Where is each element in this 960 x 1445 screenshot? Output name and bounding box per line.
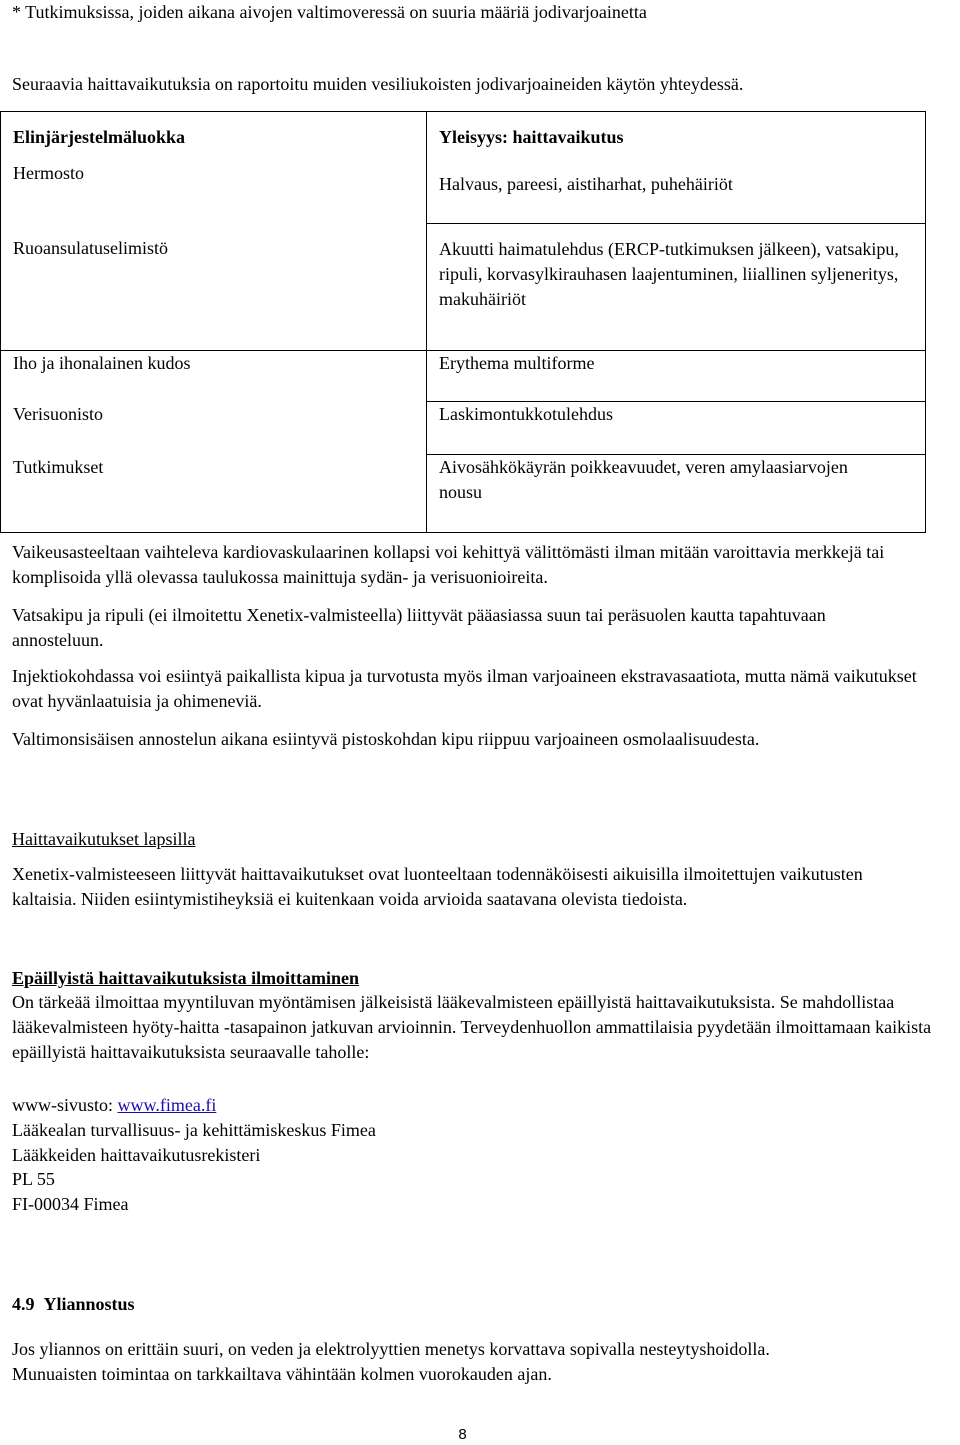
children-text: Xenetix-valmisteeseen liittyvät haittavaikutukset ovat luonteeltaan todennäköisesti aikuisilla ilmoitettujen vaikutusten kaltaisia. Niiden esiintymistiheyksiä ei kuitenkaan voida arvioida saatavana olevista tiedoista. [12, 864, 863, 909]
table-cell-right: Akuutti haimatulehdus (ERCP-tutkimuksen jälkeen), vatsakipu, ripuli, korvasylkirauhasen laajentuminen, liiallinen syljeneritys, makuhäiriöt [439, 239, 899, 309]
table-header-right: Yleisyys: haittavaikutus [439, 127, 624, 147]
address-line: Lääkkeiden haittavaikutusrekisteri [12, 1145, 261, 1165]
adverse-effects-table [0, 111, 926, 533]
table-cell-right: Aivosähkökäyrän poikkeavuudet, veren amylaasiarvojen nousu [439, 457, 848, 502]
table-row [1, 224, 926, 351]
paragraph-intra-arterial: Valtimonsisäisen annostelun aikana esiintyvä pistoskohdan kipu riippuu varjoaineen osmolaalisuudesta. [12, 729, 760, 749]
table-row [1, 351, 926, 402]
paragraph-abdominal-pain: Vatsakipu ja ripuli (ei ilmoitettu Xenetix-valmisteella) liittyvät pääasiassa suun tai peräsuolen kautta tapahtuvaan annosteluun. [12, 605, 826, 650]
table-header-left: Elinjärjestelmäluokka [13, 127, 186, 147]
reporting-heading: Epäillyistä haittavaikutuksista ilmoittaminen [12, 968, 360, 988]
paragraph-collapse: Vaikeusasteeltaan vaihteleva kardiovaskulaarinen kollapsi voi kehittyä välittömästi ilman mitään varoittavia merkkejä tai komplisoida yllä olevassa taulukossa mainittuja sydän- ja verisuonioireita. [12, 542, 885, 587]
table-cell-right: Laskimontukkotulehdus [439, 404, 613, 424]
table-cell-right: Erythema multiforme [439, 353, 595, 373]
page-number: 8 [458, 1426, 467, 1443]
section-title: Yliannostus [43, 1294, 135, 1314]
overdose-text: Jos yliannos on erittäin suuri, on veden ja elektrolyyttien menetys korvattava sopivalla nesteytyshoidolla. Munuaisten toimintaa on tarkkailtava vähintään kolmen vuorokauden ajan. [12, 1339, 770, 1384]
intro-text: Seuraavia haittavaikutuksia on raportoitu muiden vesiliukoisten jodivarjoaineiden käytön yhteydessä. [12, 74, 744, 94]
table-row [1, 402, 926, 455]
table-row [1, 112, 926, 224]
paragraph-injection-site: Injektiokohdassa voi esiintyä paikallista kipua ja turvotusta myös ilman varjoaineen ekstravasaatiota, mutta nämä vaikutukset ovat hyvänlaatuisia ja ohimeneviä. [12, 666, 917, 711]
table-cell-left: Ruoansulatuselimistö [13, 237, 168, 258]
table-cell-right: Halvaus, pareesi, aistiharhat, puhehäiriöt [439, 174, 733, 194]
table-row [1, 455, 926, 533]
address-line: FI-00034 Fimea [12, 1194, 129, 1214]
address-line: PL 55 [12, 1169, 55, 1189]
table-cell-left: Hermosto [13, 163, 84, 183]
table-cell-left: Iho ja ihonalainen kudos [13, 353, 191, 373]
fimea-link[interactable]: www.fimea.fi [117, 1095, 217, 1115]
section-heading [12, 1292, 952, 1317]
table-cell-left: Verisuonisto [13, 403, 103, 424]
section-number: 4.9 [12, 1294, 35, 1314]
children-heading: Haittavaikutukset lapsilla [12, 829, 196, 849]
address-line: Lääkealan turvallisuus- ja kehittämiskeskus Fimea [12, 1120, 376, 1140]
website-line [12, 1093, 952, 1118]
footnote: * Tutkimuksissa, joiden aikana aivojen valtimoveressä on suuria määriä jodivarjoainetta [12, 2, 647, 22]
reporting-text: On tärkeää ilmoittaa myyntiluvan myöntämisen jälkeisistä lääkevalmisteen epäillyistä haittavaikutuksista. Se mahdollistaa lääkevalmisteen hyöty-haitta -tasapainon jatkuvan arvioinnin. Terveydenhuollon ammattilaisia pyydetään ilmoittamaan kaikista epäillyistä haittavaikutuksista seuraavalle taholle: [12, 992, 932, 1062]
website-label: www-sivusto: [12, 1095, 118, 1115]
table-cell-left: Tutkimukset [13, 456, 104, 477]
